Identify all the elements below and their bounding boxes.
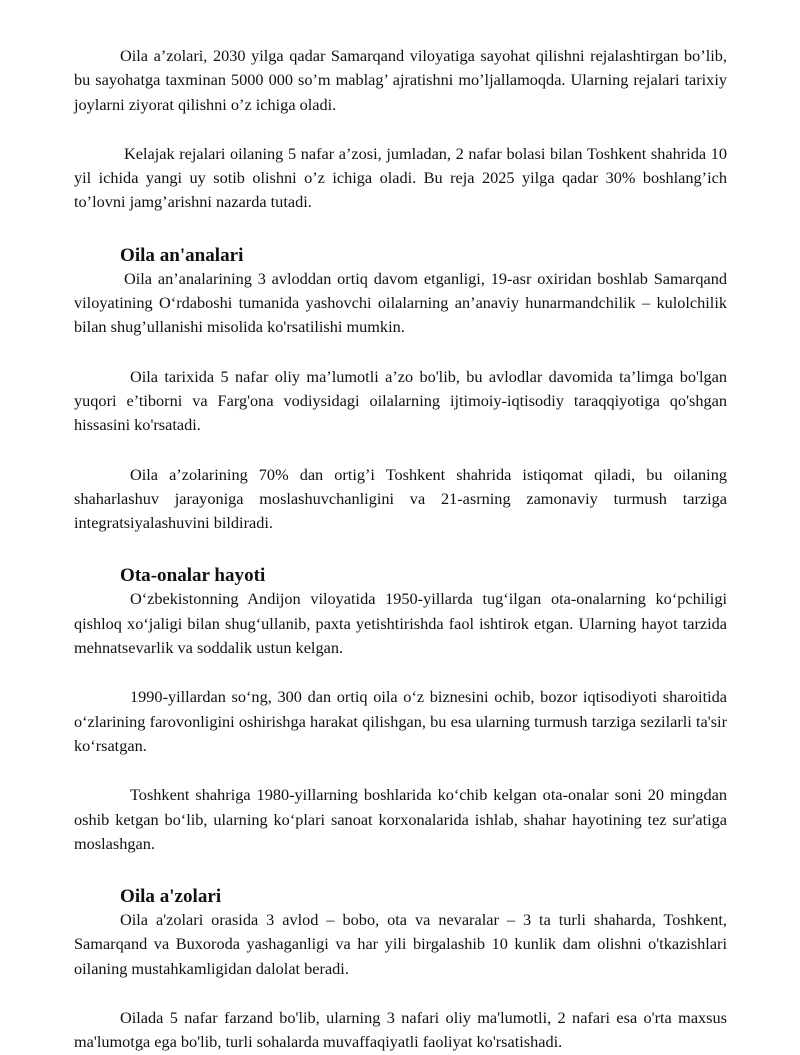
members-paragraph-2: Oilada 5 nafar farzand bo'lib, ularning 3 nafari oliy ma'lumotli, 2 nafari esa o'rta maxsus ma'lumotga ega bo'lib, turli sohalarda muvaffaqiyatli faoliyat ko'rsatishadi. — [74, 1008, 727, 1052]
traditions-paragraph-3: Oila a’zolarining 70% dan ortig’i Toshkent shahrida istiqomat qiladi, bu oilaning shaharlashuv jarayoniga moslashuvchanligini va 21-asrning zamonaviy turmush tarziga integratsiyalashuvini bildiradi. — [74, 464, 727, 533]
section-heading-parents-life: Ota-onalar hayoti — [120, 565, 266, 587]
paragraph-gap — [74, 117, 727, 142]
intro-paragraph-travel: Oila a’zolari, 2030 yilga qadar Samarqand viloyatiga sayohat qilishni rejalashtirgan bo’lib, bu sayohatga taxminan 5000 000 so’m mablag’ ajratishni mo’ljallamoqda. Ularning rejalari tarixiy joylarni ziyorat qilishni o’z ichiga oladi. — [74, 46, 727, 114]
parents-paragraph-3: Toshkent shahriga 1980-yillarning boshlarida ko‘chib kelgan ota-onalar soni 20 mingdan oshib ketgan bo‘lib, ularning ko‘plari sanoat korxonalarida ishlab, shahar hayotining tez sur'atiga moslashgan. — [74, 785, 727, 853]
section-gap — [74, 856, 727, 886]
section-heading-family-members: Oila a'zolari — [120, 886, 222, 908]
paragraph-gap — [74, 340, 727, 365]
traditions-paragraph-2: Oila tarixida 5 nafar oliy ma’lumotli a’zo bo'lib, bu avlodlar davomida ta’limga bo'lgan yuqori e’tiborni va Farg'ona vodiysidagi oilalarning ijtimoiy-iqtisodiy taraqqiyotiga qo'shgan hissasini ko'rsatadi. — [74, 366, 727, 435]
paragraph-gap — [74, 660, 727, 685]
paragraph-gap — [74, 981, 727, 1006]
parents-paragraph-1: O‘zbekistonning Andijon viloyatida 1950-yillarda tug‘ilgan ota-onalarning ko‘pchiligi qishloq xo‘jaligi bilan shug‘ullanib, paxta yetishtirishda faol ishtirok etgan. Ularning hayot tarzida mehnatsevarlik va soddalik ustun kelgan. — [74, 589, 727, 658]
paragraph-gap — [74, 438, 727, 463]
parents-paragraph-2: 1990-yillardan so‘ng, 300 dan ortiq oila o‘z biznesini ochib, bozor iqtisodiyoti sharoitida o‘zlarining farovonligini oshirishga harakat qilishgan, bu esa ularning turmush tarziga sezilarli ta'sir ko‘rsatgan. — [74, 687, 727, 755]
section-gap — [74, 535, 727, 565]
members-paragraph-1: Oila a'zolari orasida 3 avlod – bobo, ota va nevaralar – 3 ta turli shaharda, Toshkent, Samarqand va Buxoroda yashaganligi va har yili birgalashib 10 kunlik dam olishni o'tkazishlari oilaning mustahkamligidan dalolat beradi. — [74, 910, 727, 978]
paragraph-gap — [74, 758, 727, 783]
traditions-paragraph-1: Oila an’analarining 3 avloddan ortiq davom etganligi, 19-asr oxiridan boshlab Samarqand viloyatining O‘rdaboshi tumanida yashovchi oilalarning an’anaviy hunarmandchilik – kulolchilik bilan shug’ullanishi misolida ko'rsatilishi mumkin. — [74, 268, 727, 337]
section-gap — [74, 215, 727, 245]
intro-paragraph-plans: Kelajak rejalari oilaning 5 nafar a’zosi, jumladan, 2 nafar bolasi bilan Toshkent shahrida 10 yil ichida yangi uy sotib olishni o’z ichiga oladi. Bu reja 2025 yilga qadar 30% boshlang’ich to’lovni jamg’arishni nazarda tutadi. — [74, 143, 727, 212]
document-page — [74, 44, 727, 1055]
section-heading-traditions: Oila an'analari — [120, 244, 244, 266]
